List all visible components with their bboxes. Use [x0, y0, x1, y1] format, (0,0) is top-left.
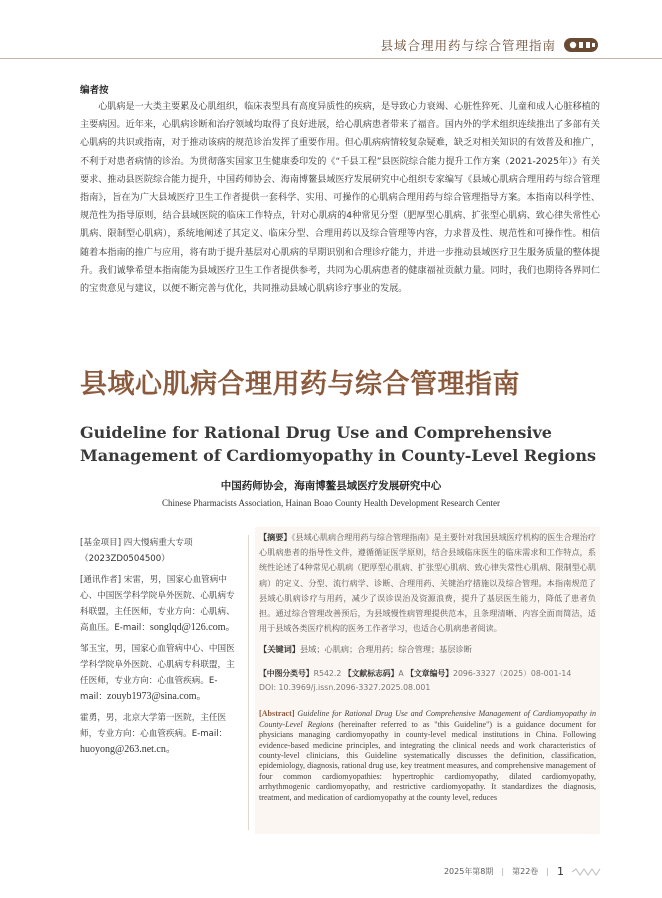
- corresponding-author-3: [80, 710, 240, 758]
- abstract-en-guideline-title: Guideline for Rational Drug Use and Comprehensive Management of Cardiomyopathy in County-Level Regions: [259, 709, 596, 729]
- english-title: Guideline for Rational Drug Use and Comprehensive Management of Cardiomyopathy in County-Level Regions: [80, 423, 596, 465]
- authors-english: Chinese Pharmacists Association, Hainan Boao County Health Development Research Center: [162, 498, 500, 508]
- abstract-box: [255, 527, 600, 834]
- keywords-label: 【关键词】: [259, 644, 300, 655]
- corresponding-author-2-text: 邹玉宝，男，国家心血管病中心、中国医学科学院阜外医院、心肌病专科联盟，主任医师，专业方向：心血管疾病。E-mail：: [80, 644, 235, 702]
- abstract-chinese: [259, 530, 596, 636]
- email-link-1[interactable]: songlqd@126.com。: [149, 622, 236, 633]
- editor-note-label: 编者按: [80, 85, 109, 96]
- fund-info: [基金项目] 四大慢病重大专项（2023ZD0504500）: [80, 538, 193, 564]
- page-number: 1: [557, 865, 564, 878]
- corresponding-author-2: [80, 641, 240, 705]
- corresponding-author-3-text: 霍勇，男，北京大学第一医院，主任医师，专业方向：心血管疾病。E-mail：: [80, 713, 228, 739]
- article-number-label: 【文章编号】: [406, 669, 453, 679]
- keywords-text: 县域；心肌病；合理用药；综合管理；基层诊断: [299, 644, 472, 655]
- abstract-cn-label: 【摘要】: [259, 532, 292, 542]
- classification-meta: [259, 667, 596, 695]
- clc-value: R542.2: [313, 669, 342, 679]
- doc-code-label: 【文献标志码】: [343, 669, 399, 679]
- email-link-2[interactable]: zouyb1973@sina.com。: [107, 691, 207, 702]
- doc-code-value: A: [398, 669, 404, 679]
- corresponding-author-1-text: [通讯作者] 宋雷，男，国家心血管病中心、中国医学科学院阜外医院、心肌病专科联盟，主任医师，专业方向：心肌病、高血压。E-mail：: [80, 575, 235, 633]
- editor-note-body: 心肌病是一大类主要累及心肌组织，临床表型具有高度异质性的疾病，是导致心力衰竭、心脏性猝死、儿童和成人心脏移植的主要病因。近年来，心肌病诊断和治疗领域均取得了良好进展，给心肌病患者带来了福音。国内外的学术组织连续推出了多部有关心肌病的共识或指南，对于推动该病的规范诊治发挥了重要作用。但心肌病病情较复杂疑难，缺乏对相关知识的有效普及和推广，不利于对患者病情的诊治。为贯彻落实国家卫生健康委印发的《“千县工程”县医院综合能力提升工作方案（2021-2025年）》有关要求、推动县医院综合能力提升，中国药师协会、海南博鳌县域医疗发展研究中心组织专家编写《县域心肌病合理用药与综合管理指南》，旨在为广大县域医疗卫生工作者提供一套科学、实用、可操作的心肌病合理用药与综合管理指导方案。本指南以科学性、规范性为指导原则，结合县域医院的临床工作特点，针对心肌病的4种常见分型（肥厚型心肌病、扩张型心肌病、致心律失常性心肌病、限制型心肌病），系统地阐述了其定义、临床分型、合理用药以及综合管理等内容，力求普及性、规范性和可操作性。相信随着本指南的推广与应用，将有助于提升基层对心肌病的早期识别和合理诊疗能力，并进一步推动县域医疗卫生服务质量的整体提升。我们诚挚希望本指南能为县域医疗卫生工作者提供参考，共同为心肌病患者的健康福祉贡献力量。同时，我们也期待各界同仁的宝贵意见与建议，以便不断完善与优化，共同推动县域心肌病诊疗事业的发展。: [80, 102, 600, 295]
- abstract-english: [259, 709, 596, 803]
- authors-chinese: 中国药师协会，海南博鳌县域医疗发展研究中心: [220, 480, 442, 492]
- corresponding-author-1: [80, 572, 240, 636]
- column-divider: [248, 535, 249, 830]
- email-link-3[interactable]: huoyong@263.net.cn。: [80, 744, 176, 755]
- page-footer: [444, 865, 602, 878]
- journal-logo-icon: [564, 36, 598, 54]
- abstract-en-label: [Abstract]: [259, 709, 295, 719]
- footer-separator-icon: |: [546, 867, 549, 876]
- clc-label: 【中图分类号】: [259, 669, 314, 679]
- footer-ornament-icon: [572, 868, 602, 876]
- volume-number: 第22卷: [512, 867, 539, 876]
- abstract-cn-text: 《县域心肌病合理用药与综合管理指南》是主要针对我国县域医疗机构的医生合理治疗心肌病患者的指导性文件，遵循循证医学原则，结合县域临床医生的临床需求和工作特点，系统性论述了4种常见心肌病（肥厚型心肌病、扩张型心肌病、致心律失常性心肌病、限制型心肌病）的定义、分型、流行病学、诊断、合理用药、关键治疗措施以及综合管理。本指南规范了县域心肌病诊疗与用药，减少了误诊误治及资源浪费，提升了基层医生能力，降低了患者负担。通过综合管理改善预后，为县域慢性病管理提供范本，且条理清晰、内容全面而简洁，适用于县域各类医疗机构的医务工作者学习，也适合心肌病患者阅读。: [259, 532, 596, 634]
- article-number-value: 2096-3327（2025）08-001-14: [453, 669, 572, 679]
- issue-number: 2025年第8期: [443, 867, 494, 876]
- header-rule: [0, 58, 662, 59]
- footer-separator-icon: |: [501, 867, 505, 876]
- running-head-title: 县域合理用药与综合管理指南: [380, 38, 556, 53]
- running-head: [380, 36, 598, 54]
- article-info-column: [80, 535, 240, 763]
- keywords-chinese: [259, 644, 596, 655]
- abstract-en-text: (hereinafter referred to as "this Guideline") is a guidance document for physicians managing cardiomyopathy in county-level medical institutions in China. Following evidence-based medicine principles, and integrating the clinical needs and work characteristics of county-level clinicians, this Guideline systematically discusses the definition, classification, epidemiology, diagnosis, rational drug use, key treatment measures, and comprehensive management of four common cardiomyopathies: hypertrophic cardiomyopathy, dilated cardiomyopathy, arrhythmogenic cardiomyopathy, and restrictive cardiomyopathy. It standardizes the diagnosis, treatment, and medication of cardiomyopathy at the county level, reduces: [259, 719, 597, 802]
- doi-link[interactable]: DOI: 10.3969/j.issn.2096-3327.2025.08.001: [259, 683, 431, 693]
- page-title: 县域心肌病合理用药与综合管理指南: [80, 369, 520, 400]
